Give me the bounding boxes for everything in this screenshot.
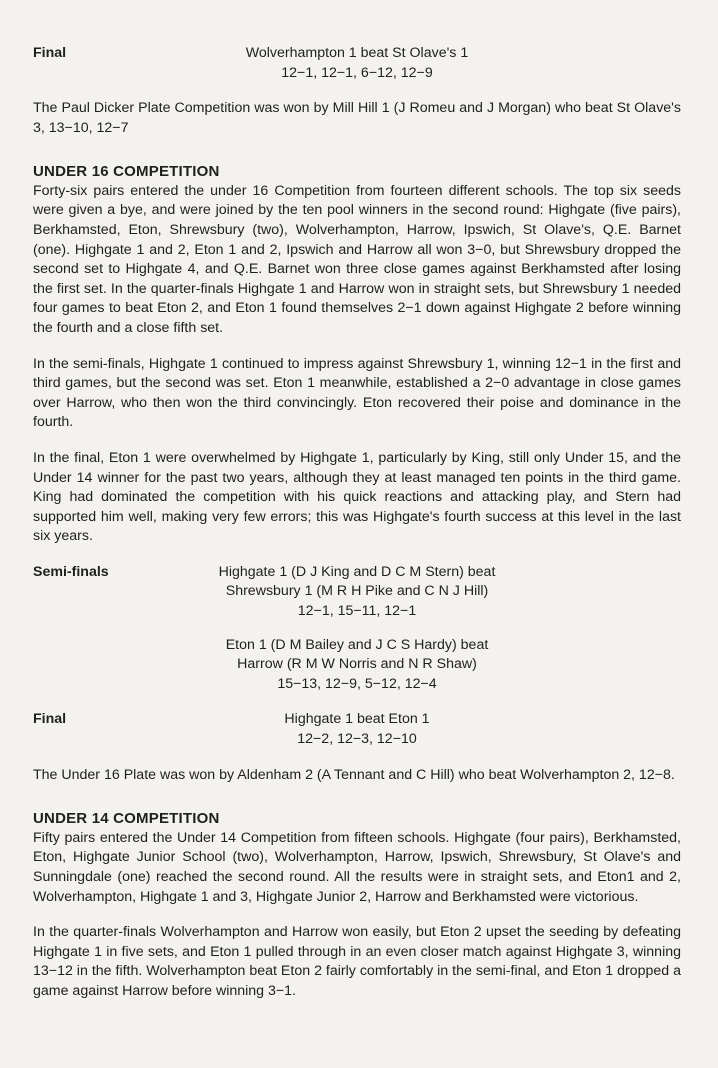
document-page (33, 44, 681, 1002)
u16-final-line-1: Highgate 1 beat Eton 1 (284, 711, 430, 728)
u16-final-block (33, 710, 681, 749)
u14-heading: UNDER 14 COMPETITION (33, 810, 220, 828)
u16-sf1-line-2: Shrewsbury 1 (M R H Pike and C N J Hill) (225, 583, 489, 600)
open-final-label: Final (33, 45, 67, 61)
u16-sf2-line-2: Harrow (R M W Norris and N R Shaw) (237, 656, 477, 673)
u16-plate-paragraph: The Under 16 Plate was won by Aldenham 2 (A Tennant and C Hill) who beat Wolverhampton 2, 12−8. (33, 766, 675, 783)
u14-paragraph-2: In the quarter-finals Wolverhampton and Harrow won easily, but Eton 2 upset the seeding by defeating Highgate 1 in five sets, and Eton 1 pulled through in an even closer match against Highgate 3, winning 13−12 in the fifth. Wolverhampton beat Eton 2 fairly comfortably in the semi-final, and Eton 1 dropped a game against Harrow before winning 3−1. (33, 924, 681, 999)
u16-heading: UNDER 16 COMPETITION (33, 163, 220, 181)
u16-semifinals-label: Semi-finals (33, 563, 109, 580)
u16-sf2-line-3: 15−13, 12−9, 5−12, 12−4 (277, 675, 437, 692)
open-final-line-2: 12−1, 12−1, 6−12, 12−9 (281, 64, 433, 81)
u16-semifinal-match-2 (33, 636, 681, 695)
u16-final-line-2: 12−2, 12−3, 12−10 (297, 731, 417, 748)
u16-paragraph-3: In the final, Eton 1 were overwhelmed by Highgate 1, particularly by King, still only Under 15, and the Under 14 winner for the past two years, although they at least managed ten points in the third game. King had dominated the competition with his quick reactions and attacking play, and Stern had supported him well, making very few errors; this was Highgate's fourth success at this level in the last six years. (33, 449, 681, 545)
u16-sf1-line-1: Highgate 1 (D J King and D C M Stern) beat (218, 563, 496, 580)
u16-final-result (33, 710, 681, 749)
u16-semifinal-match-1 (33, 563, 681, 622)
u16-final-label: Final (33, 711, 67, 728)
u16-paragraph-1: Forty-six pairs entered the under 16 Competition from fourteen different schools. The top six seeds were given a bye, and were joined by the ten pool winners in the second round: Highgate (five pairs), Berkhamsted, Eton, Shrewsbury (two), Wolverhampton, Harrow, Ipswich, St Olave's, Q.E. Barnet (one). Highgate 1 and 2, Eton 1 and 2, Ipswich and Harrow all won 3−0, but Shrewsbury dropped the second set to Highgate 4, and Q.E. Barnet won three close games against Berkhamsted after losing the first set. In the quarter-finals Highgate 1 and Harrow won in straight sets, but Shrewsbury 1 needed four games to beat Eton 2, and Eton 1 found themselves 2−1 down against Highgate 2 before winning the fourth and a close fifth set. (33, 182, 681, 336)
plate-paragraph: The Paul Dicker Plate Competition was won by Mill Hill 1 (J Romeu and J Morgan) who beat St Olave's 3, 13−10, 12−7 (33, 100, 681, 136)
open-final-block (33, 44, 681, 83)
u14-paragraph-1: Fifty pairs entered the Under 14 Competition from fifteen schools. Highgate (four pairs), Berkhamsted, Eton, Highgate Junior School (two), Wolverhampton, Harrow, Ipswich, Shrewsbury, St Olave's and Sunningdale (one) reached the second round. All the results were in straight sets, and Eton1 and 2, Wolverhampton, Highgate 1 and 3, Highgate Junior 2, Harrow and Berkhamsted were victorious. (33, 829, 681, 905)
open-final-line-1: Wolverhampton 1 beat St Olave's 1 (245, 45, 469, 61)
u16-paragraph-2: In the semi-finals, Highgate 1 continued to impress against Shrewsbury 1, winning 12−1 in the first and third games, but the second was set. Eton 1 meanwhile, established a 2−0 advantage in close games over Harrow, who then won the third convincingly. Eton recovered their poise and dominance in the fourth. (33, 355, 681, 431)
u16-semifinals (33, 563, 681, 695)
u16-sf2-line-1: Eton 1 (D M Bailey and J C S Hardy) beat (225, 636, 489, 653)
u16-sf1-line-3: 12−1, 15−11, 12−1 (297, 603, 417, 620)
open-final-result (33, 44, 681, 84)
